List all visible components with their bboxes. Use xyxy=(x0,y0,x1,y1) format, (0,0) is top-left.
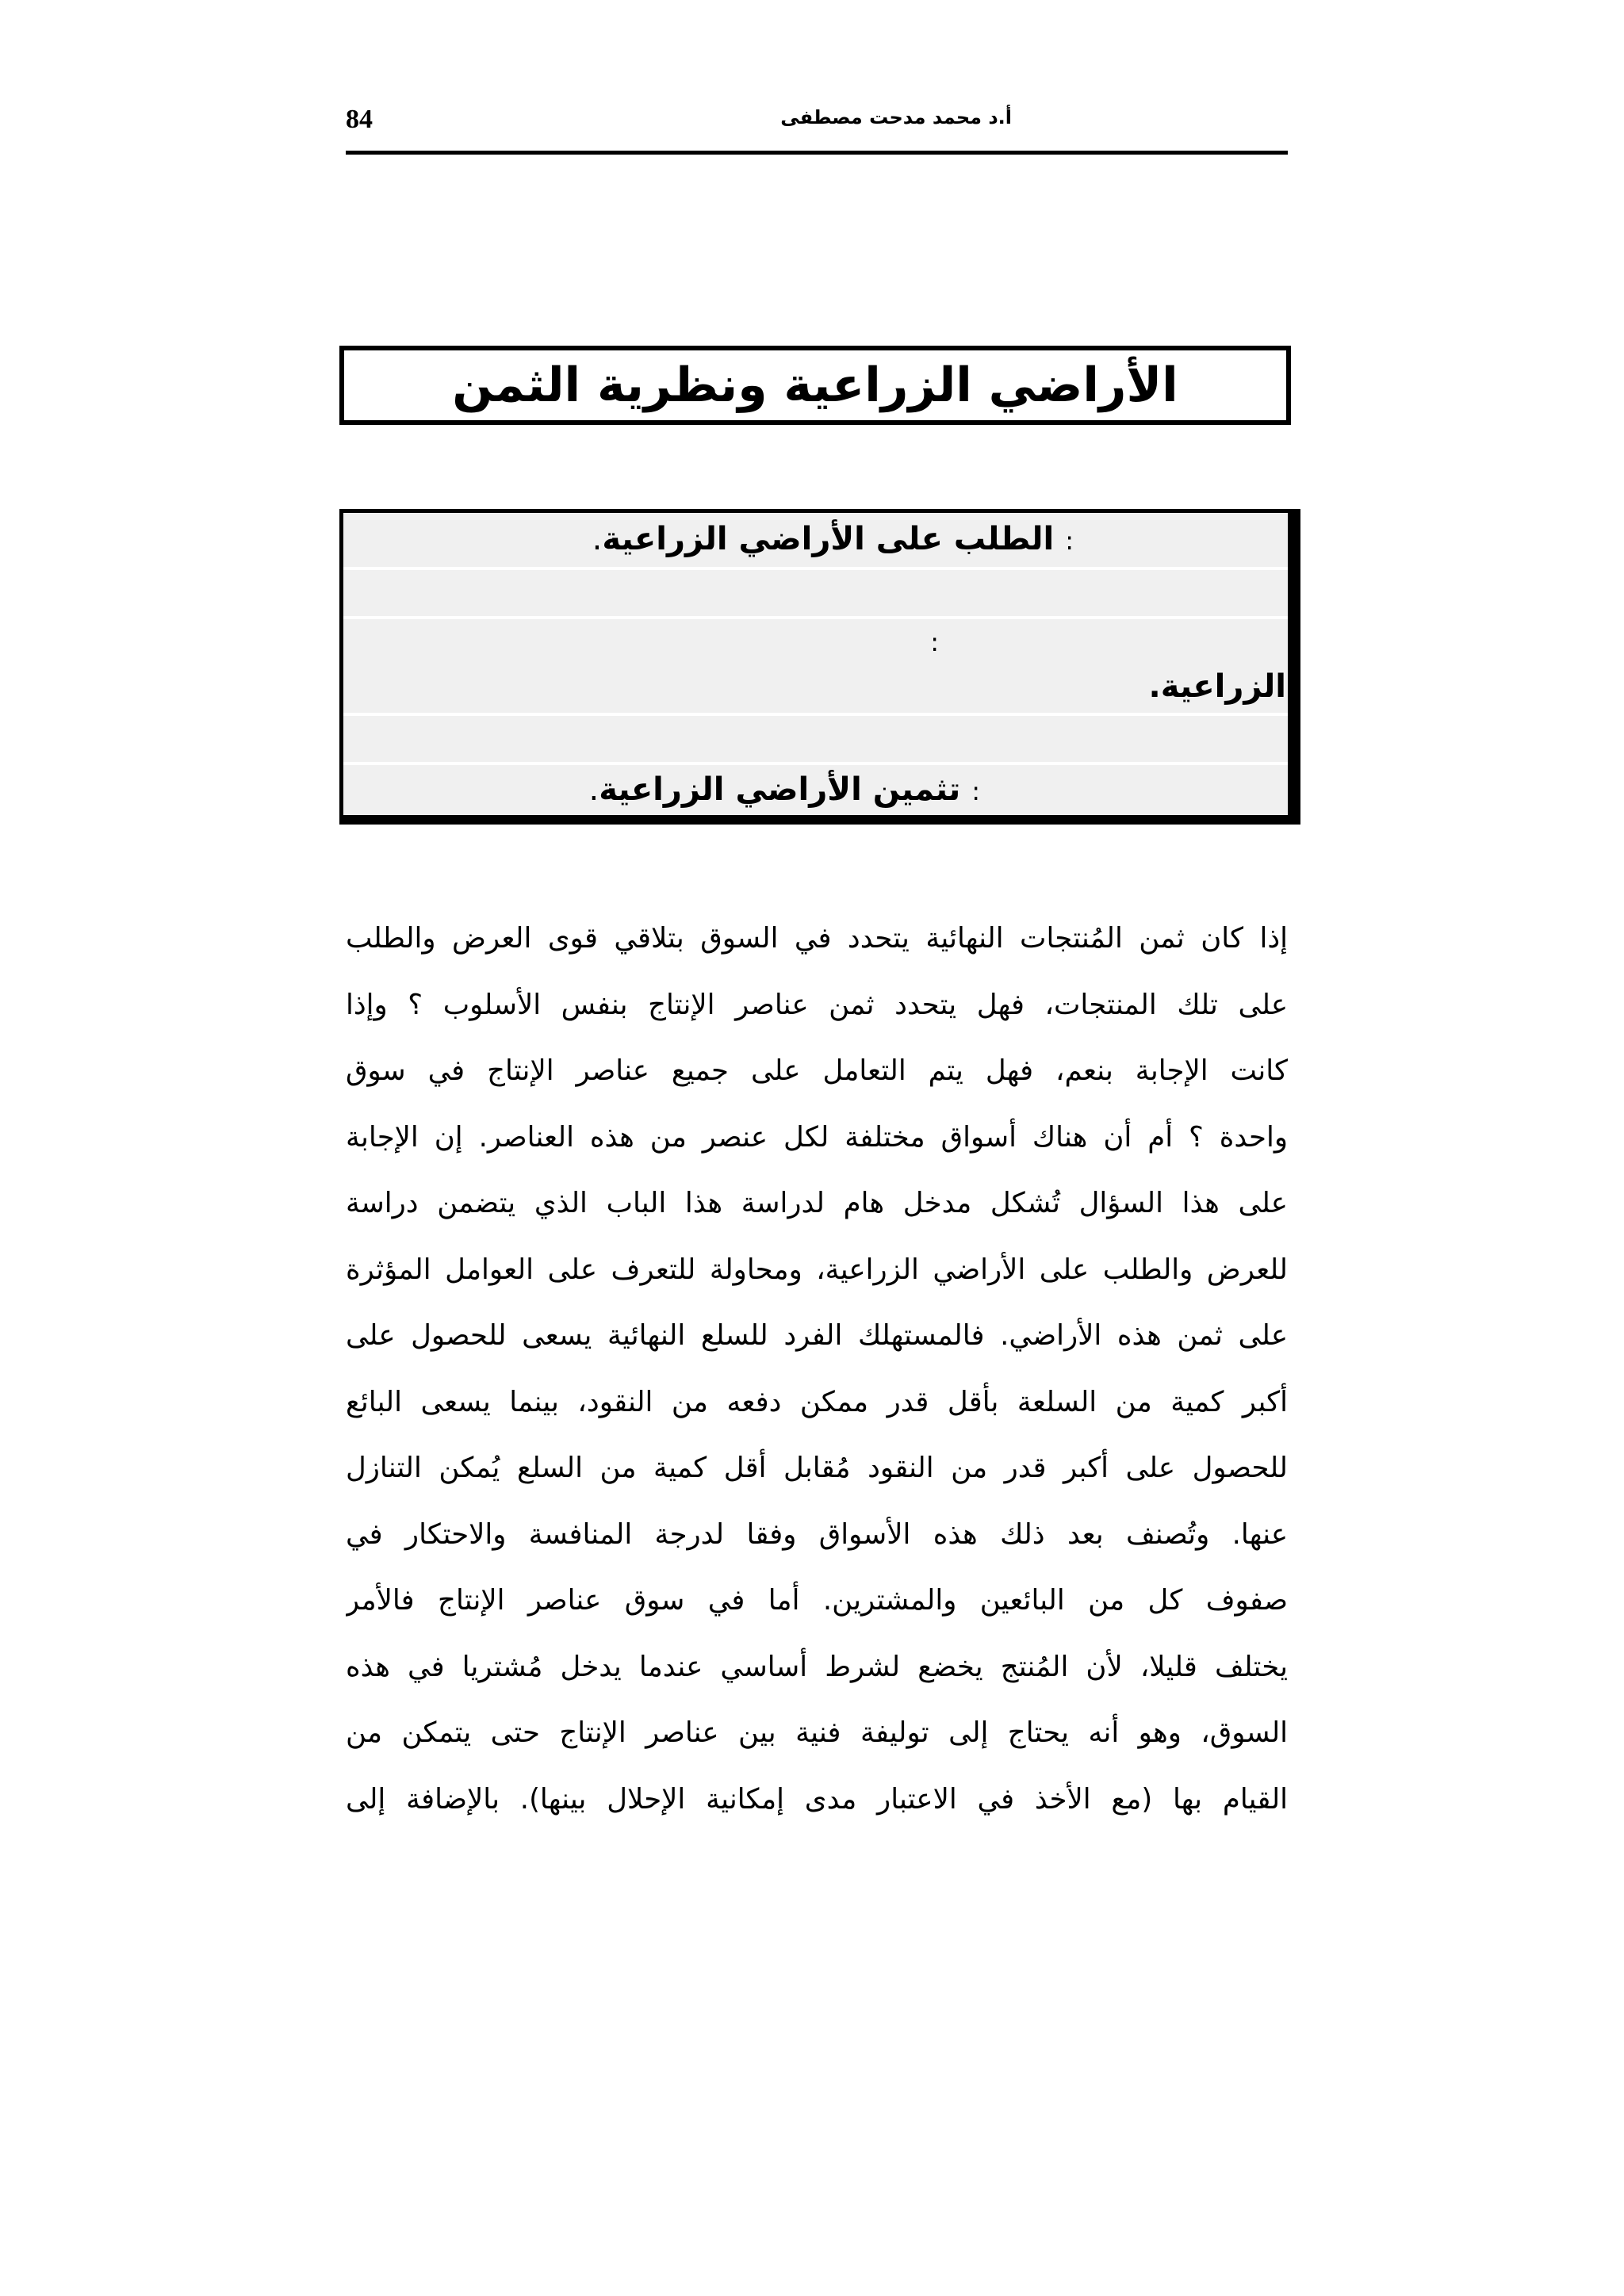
heading-colon: : xyxy=(971,776,980,806)
heading-text: الزراعية xyxy=(1160,668,1286,705)
paragraph-line: للعرض والطلب على الأراضي الزراعية، ومحاولة للتعرف على العوامل المؤثرة xyxy=(346,1253,1288,1286)
contents-row-empty xyxy=(343,570,1288,616)
paragraph-line: صفوف كل من البائعين والمشترين. أما في سوق عناصر الإنتاج فالأمر xyxy=(346,1584,1288,1617)
author-name: أ.د محمد مدحت مصطفى xyxy=(780,106,1012,128)
page-number: 84 xyxy=(346,105,373,134)
paragraph-line: واحدة ؟ أم أن هناك أسواق مختلفة لكل عنصر من هذه العناصر. إن الإجابة xyxy=(346,1120,1288,1154)
heading-colon: : xyxy=(1065,526,1074,556)
paragraph-line: السوق، وهو أنه يحتاج إلى توليفة فنية بين عناصر الإنتاج حتى يتمكن من xyxy=(346,1716,1288,1749)
paragraph-line: أكبر كمية من السلعة بأقل قدر ممكن دفعه من النقود، بينما يسعى البائع xyxy=(346,1385,1288,1418)
contents-row-empty xyxy=(343,716,1288,762)
paragraph-line: على هذا السؤال تُشكل مدخل هام لدراسة هذا الباب الذي يتضمن دراسة xyxy=(346,1187,1288,1219)
contents-heading-2 xyxy=(1149,667,1286,706)
contents-heading-3 xyxy=(589,770,980,811)
heading-period: . xyxy=(1148,668,1161,705)
heading-text: تثمين الأراضي الزراعية xyxy=(599,771,961,808)
contents-heading-1 xyxy=(592,519,1074,561)
heading-text: الطلب على الأراضي الزراعية xyxy=(602,521,1055,557)
paragraph-line: إذا كان ثمن المُنتجات النهائية يتحدد في السوق بتلاقي قوى العرض والطلب xyxy=(346,922,1288,955)
chapter-contents-table xyxy=(339,509,1300,825)
contents-row xyxy=(343,513,1288,567)
paragraph-line: كانت الإجابة بنعم، فهل يتم التعامل على جميع عناصر الإنتاج في سوق xyxy=(346,1054,1288,1087)
chapter-title: الأراضي الزراعية ونظرية الثمن xyxy=(452,358,1178,413)
paragraph-line: يختلف قليلا، لأن المُنتج يخضع لشرط أساسي عندما يدخل مُشتريا في هذه xyxy=(346,1650,1288,1683)
running-header xyxy=(346,95,1288,155)
paragraph-line: على ثمن هذه الأراضي. فالمستهلك الفرد للسلع النهائية يسعى للحصول على xyxy=(346,1319,1288,1352)
paragraph-line: للحصول على أكبر قدر من النقود مُقابل أقل كمية من السلع يُمكن التنازل xyxy=(346,1452,1288,1484)
contents-row xyxy=(343,765,1288,815)
contents-row xyxy=(343,619,1288,713)
paragraph-line: على تلك المنتجات، فهل يتحدد ثمن عناصر الإنتاج بنفس الأسلوب ؟ وإذا xyxy=(346,988,1288,1021)
paragraph-line: القيام بها (مع الأخذ في الاعتبار مدى إمكانية الإحلال بينها). بالإضافة إلى xyxy=(346,1782,1288,1816)
paragraph-line: عنها. وتُصنف بعد ذلك هذه الأسواق وفقا لدرجة المنافسة والاحتكار في xyxy=(346,1517,1288,1551)
heading-colon: : xyxy=(930,627,939,657)
heading-period: . xyxy=(588,771,599,808)
body-paragraph xyxy=(346,905,1288,1832)
chapter-title-box xyxy=(339,346,1291,425)
heading-period: . xyxy=(592,521,603,557)
